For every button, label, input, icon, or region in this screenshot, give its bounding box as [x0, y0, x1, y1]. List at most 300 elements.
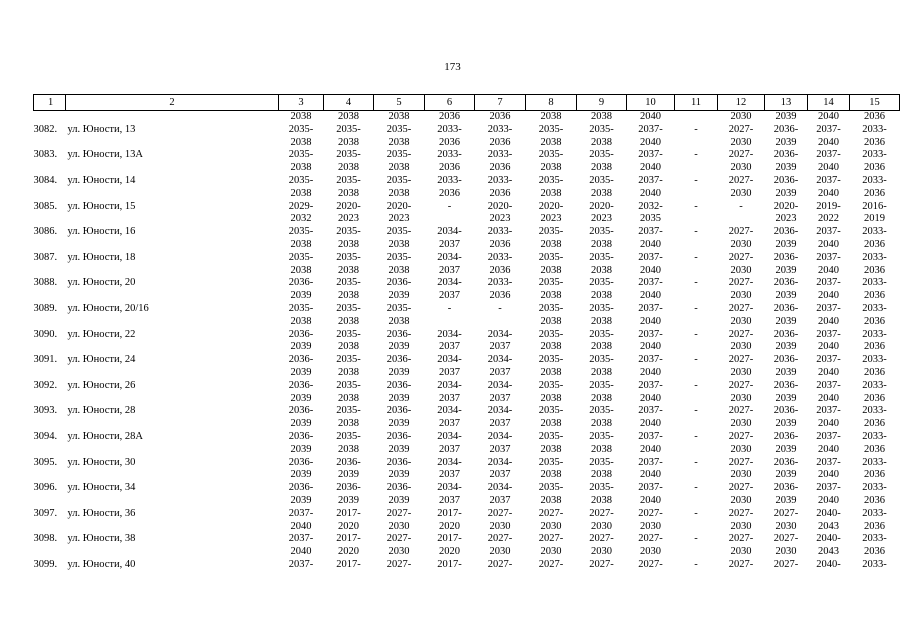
table-cell: 2033- — [862, 405, 887, 417]
table-cell: 2035- — [386, 251, 412, 263]
table-cell: 2036 — [864, 290, 885, 302]
table-cell: 2027- — [487, 507, 513, 519]
table-cell: 2040 — [818, 111, 839, 122]
table-cell: 2038 — [338, 418, 359, 430]
table-cell: 3096. — [33, 482, 58, 494]
table-cell: 2038 — [338, 341, 359, 353]
table-cell: 2035- — [288, 226, 314, 238]
table-row-continuation — [34, 188, 900, 201]
table-cell: 2037- — [816, 149, 841, 161]
table-cell: 3092. — [33, 379, 58, 391]
table-cell: 3090. — [33, 328, 58, 340]
table-cell — [675, 418, 718, 431]
table-cell: 2039 — [388, 366, 410, 378]
table-cell: 2036- — [386, 328, 412, 340]
table-cell — [675, 444, 718, 457]
table-cell: 2035- — [336, 226, 361, 238]
table-cell: 2019- — [816, 200, 841, 212]
table-cell: 2035- — [589, 174, 614, 186]
table-cell: 2039 — [290, 392, 312, 404]
page-number: 173 — [444, 61, 461, 73]
table-cell: 2037- — [638, 379, 663, 391]
table-cell: 2020- — [589, 200, 614, 212]
table-cell: 2033- — [437, 174, 462, 186]
table-cell — [34, 444, 66, 457]
table-cell: 2037- — [816, 226, 841, 238]
table-cell: 2040 — [818, 187, 839, 199]
table-cell: 2039 — [290, 366, 312, 378]
table-cell: 2036- — [773, 405, 799, 417]
table-cell — [66, 418, 279, 431]
table-cell: 2037- — [638, 251, 663, 263]
table-cell: 2036- — [386, 277, 412, 289]
table-cell: 2034- — [437, 226, 462, 238]
table-cell: 2030 — [730, 136, 752, 148]
table-cell — [675, 495, 718, 508]
table-cell: 2036 — [489, 238, 511, 250]
table-row — [34, 354, 900, 367]
table-cell: - — [694, 405, 698, 417]
header-cell: 1 — [34, 95, 66, 111]
table-cell: 2033- — [862, 226, 887, 238]
table-cell: 2035- — [538, 430, 564, 442]
table-cell: 2037 — [439, 469, 460, 481]
table-cell: 2040 — [640, 111, 661, 122]
table-cell — [66, 265, 279, 278]
table-cell: 2036 — [439, 136, 460, 148]
table-cell: 2037- — [816, 174, 841, 186]
table-cell: 2036 — [864, 494, 885, 506]
table-cell: 2037- — [816, 354, 841, 366]
table-cell: 2032- — [638, 200, 663, 212]
table-cell: 2035- — [538, 379, 564, 391]
table-cell: 2035- — [538, 277, 564, 289]
table-cell: 2035- — [288, 149, 314, 161]
table-cell: 2027- — [728, 379, 754, 391]
table-cell: 2035- — [538, 482, 564, 494]
table-cell: 2035- — [336, 379, 361, 391]
table-cell: 2027- — [773, 507, 799, 519]
table-cell: 2039 — [775, 162, 797, 174]
table-cell: 3082. — [33, 123, 58, 135]
table-cell: 2036- — [386, 430, 412, 442]
table-cell: 2033- — [487, 251, 513, 263]
table-cell: 2039 — [290, 469, 312, 481]
table-cell — [66, 341, 279, 354]
table-cell: 3087. — [33, 251, 58, 263]
table-cell: 2040 — [640, 443, 661, 455]
header-cell: 15 — [850, 95, 900, 111]
table-cell: ул. Юности, 28 — [67, 405, 136, 417]
table-cell: 2039 — [775, 469, 797, 481]
table-cell: 2030 — [730, 187, 752, 199]
table-row — [34, 201, 900, 214]
table-row-continuation — [34, 213, 900, 226]
table-cell: 2040 — [818, 238, 839, 250]
table-cell: 2038 — [591, 494, 612, 506]
table-cell: 2039 — [388, 443, 410, 455]
table-cell: 2033- — [862, 251, 887, 263]
table-cell: 2033- — [862, 456, 887, 468]
table-cell: ул. Юности, 20/16 — [67, 302, 149, 314]
table-cell: 2038 — [540, 443, 562, 455]
table-cell: 3093. — [33, 405, 58, 417]
table-cell: ул. Юности, 24 — [67, 354, 136, 366]
table-cell: 2038 — [540, 290, 562, 302]
table-cell: 2037 — [489, 469, 511, 481]
table-cell: 2034- — [437, 482, 462, 494]
table-cell: 2038 — [388, 187, 410, 199]
header-cell: 2 — [66, 95, 279, 111]
table-row-continuation — [34, 239, 900, 252]
table-cell: 2037- — [638, 149, 663, 161]
table-cell: 2027- — [728, 507, 754, 519]
table-cell: 2039 — [290, 341, 312, 353]
table-cell: 2023 — [591, 213, 612, 225]
table-row — [34, 226, 900, 239]
table-cell: 2040 — [818, 341, 839, 353]
table-cell — [66, 469, 279, 482]
table-cell: 2036- — [336, 482, 361, 494]
table-cell: 2037 — [439, 392, 460, 404]
table-cell: 2023 — [775, 213, 797, 225]
table-cell: 2037- — [816, 405, 841, 417]
table-cell: 2035- — [336, 302, 361, 314]
table-cell — [34, 162, 66, 175]
table-cell: 2037- — [638, 277, 663, 289]
table-cell: 2034- — [487, 379, 513, 391]
table-cell — [675, 290, 718, 303]
table-cell: 2037- — [638, 430, 663, 442]
table-cell: 2036 — [439, 187, 460, 199]
table-cell: - — [694, 482, 698, 494]
table-cell: 2036 — [864, 187, 885, 199]
table-row-continuation — [34, 393, 900, 406]
table-cell: - — [694, 200, 698, 212]
table-cell: 2033- — [862, 430, 887, 442]
table-cell: 2039 — [388, 494, 410, 506]
table-cell: 2040- — [816, 533, 841, 545]
table-cell: 2039 — [388, 418, 410, 430]
table-cell: 2038 — [591, 162, 612, 174]
table-cell — [675, 265, 718, 278]
table-cell: 2038 — [540, 238, 562, 250]
table-cell: 2040 — [818, 418, 839, 430]
table-row — [34, 124, 900, 137]
table-cell: 2027- — [728, 277, 754, 289]
table-cell: 2036 — [864, 162, 885, 174]
table-cell: 2039 — [338, 469, 359, 481]
table-cell — [66, 495, 279, 508]
table-cell: 2036 — [864, 443, 885, 455]
table-cell: 2038 — [388, 264, 410, 276]
table-cell: 2036 — [489, 111, 511, 122]
table-cell: 2037 — [439, 290, 460, 302]
table-cell: 2033- — [487, 123, 513, 135]
table-cell: 2040 — [640, 238, 661, 250]
table-cell — [675, 162, 718, 175]
table-cell: 2037- — [816, 379, 841, 391]
table-cell: 2038 — [290, 162, 312, 174]
table-cell — [34, 418, 66, 431]
table-cell: 2038 — [290, 264, 312, 276]
table-cell: 2039 — [775, 111, 797, 122]
table-cell: 2033- — [862, 482, 887, 494]
table-cell: - — [694, 302, 698, 314]
table-cell: 2020 — [439, 546, 460, 558]
table-cell — [425, 213, 475, 226]
table-cell: 2037- — [816, 456, 841, 468]
table-cell: ул. Юности, 14 — [67, 174, 136, 186]
table-cell: 2037- — [638, 123, 663, 135]
schedule-table — [33, 94, 900, 572]
table-row — [34, 508, 900, 521]
table-cell: 2037- — [816, 430, 841, 442]
table-cell: ул. Юности, 15 — [67, 200, 136, 212]
table-cell — [66, 367, 279, 380]
table-cell: 2038 — [388, 136, 410, 148]
table-cell: 2036- — [386, 456, 412, 468]
table-cell: 2038 — [540, 392, 562, 404]
table-cell: 2030 — [730, 111, 752, 122]
table-cell: 2036- — [773, 277, 799, 289]
table-cell: 2036- — [336, 456, 361, 468]
table-cell: 2040 — [818, 136, 839, 148]
table-cell: 2017- — [336, 507, 361, 519]
table-cell: - — [694, 456, 698, 468]
table-cell: 2038 — [540, 264, 562, 276]
table-cell — [34, 367, 66, 380]
table-cell: 3086. — [33, 226, 58, 238]
table-cell: 2039 — [775, 264, 797, 276]
table-cell — [675, 469, 718, 482]
table-cell — [675, 546, 718, 559]
header-cell: 12 — [718, 95, 765, 111]
table-cell: 2035- — [288, 123, 314, 135]
table-cell: 2038 — [540, 187, 562, 199]
table-cell: 2037- — [816, 123, 841, 135]
table-cell: 2030 — [730, 546, 752, 558]
table-cell: 2027- — [728, 558, 754, 570]
table-cell: 2038 — [591, 418, 612, 430]
table-cell: 3098. — [33, 533, 58, 545]
table-cell: 2033- — [862, 507, 887, 519]
table-cell: 2027- — [728, 482, 754, 494]
table-cell — [34, 521, 66, 534]
table-cell: 2034- — [437, 251, 462, 263]
table-cell: 2038 — [338, 315, 359, 327]
table-cell: 2036 — [864, 238, 885, 250]
table-cell: 2039 — [290, 290, 312, 302]
table-cell: 2017- — [336, 558, 361, 570]
table-cell: 2038 — [540, 111, 562, 122]
table-cell: 2034- — [437, 328, 462, 340]
table-cell: 2035- — [538, 226, 564, 238]
table-cell: 2017- — [336, 533, 361, 545]
table-cell: 2040 — [290, 546, 312, 558]
table-cell: 2038 — [338, 111, 359, 122]
table-cell: 2027- — [589, 533, 614, 545]
table-cell: 2038 — [388, 111, 410, 122]
table-cell: 2033- — [487, 174, 513, 186]
table-cell: 2036 — [864, 392, 885, 404]
table-cell: 2038 — [591, 443, 612, 455]
table-cell: 3099. — [33, 558, 58, 570]
table-cell: 2038 — [338, 136, 359, 148]
table-cell: 2040 — [818, 264, 839, 276]
table-cell: 2039 — [775, 418, 797, 430]
table-cell: 3094. — [33, 430, 58, 442]
table-cell: 2039 — [775, 238, 797, 250]
table-cell: 3083. — [33, 149, 58, 161]
table-cell: 2029- — [288, 200, 314, 212]
table-cell: 2035- — [336, 123, 361, 135]
table-cell: 2040 — [640, 136, 661, 148]
table-cell — [34, 546, 66, 559]
table-cell: 2027- — [773, 558, 799, 570]
table-cell: 2027- — [728, 533, 754, 545]
table-row-continuation — [34, 367, 900, 380]
table-cell: 2035- — [336, 328, 361, 340]
header-cell: 8 — [526, 95, 577, 111]
table-cell: 2037 — [439, 341, 460, 353]
table-cell: 2038 — [388, 315, 410, 327]
table-cell: 2037 — [439, 418, 460, 430]
table-cell: 2030 — [591, 520, 612, 532]
table-cell — [66, 111, 279, 124]
table-cell: 2036 — [489, 162, 511, 174]
table-cell: 2016- — [862, 200, 887, 212]
table-row — [34, 149, 900, 162]
table-cell: 2038 — [540, 418, 562, 430]
header-cell: 5 — [374, 95, 425, 111]
table-row — [34, 405, 900, 418]
table-cell: 2036- — [773, 226, 799, 238]
table-cell: 2035 — [640, 213, 661, 225]
table-cell: 2035- — [589, 149, 614, 161]
table-cell: 2035- — [538, 328, 564, 340]
table-cell: 2017- — [437, 507, 462, 519]
table-cell: 2036- — [288, 456, 314, 468]
table-cell: 2038 — [338, 187, 359, 199]
header-cell: 6 — [425, 95, 475, 111]
table-cell: - — [694, 507, 698, 519]
table-cell — [34, 495, 66, 508]
table-cell — [34, 111, 66, 124]
table-cell: 2040 — [290, 520, 312, 532]
table-row-continuation — [34, 341, 900, 354]
table-cell: 2035- — [589, 328, 614, 340]
table-cell — [66, 188, 279, 201]
table-cell: 2038 — [290, 111, 312, 122]
table-cell: 2020 — [439, 520, 460, 532]
table-cell: 2027- — [728, 302, 754, 314]
table-cell: 2030 — [540, 520, 562, 532]
table-cell: 2036- — [773, 482, 799, 494]
table-cell: 2033- — [862, 558, 887, 570]
table-cell: 2036 — [864, 546, 885, 558]
table-row-continuation — [34, 265, 900, 278]
table-cell: 2035- — [538, 354, 564, 366]
table-cell: 2039 — [290, 494, 312, 506]
table-cell — [675, 341, 718, 354]
table-cell: 2033- — [487, 277, 513, 289]
table-cell: 2036- — [773, 251, 799, 263]
table-cell: 2035- — [336, 430, 361, 442]
header-cell: 11 — [675, 95, 718, 111]
table-row-continuation — [34, 162, 900, 175]
table-cell: 2037 — [489, 366, 511, 378]
table-body — [34, 111, 900, 572]
table-cell: 2038 — [591, 136, 612, 148]
table-cell — [34, 188, 66, 201]
table-cell: 2040 — [818, 392, 839, 404]
table-cell: 2036 — [864, 418, 885, 430]
table-row — [34, 457, 900, 470]
table-cell: 2034- — [487, 328, 513, 340]
table-row — [34, 559, 900, 572]
table-cell: 2038 — [591, 264, 612, 276]
table-cell — [66, 137, 279, 150]
table-cell: 3095. — [33, 456, 58, 468]
table-cell: 2040 — [818, 162, 839, 174]
header-cell: 4 — [324, 95, 374, 111]
table-cell: 2033- — [862, 123, 887, 135]
table-cell: 2027- — [728, 174, 754, 186]
table-cell: 2036 — [864, 341, 885, 353]
table-cell: 2027- — [728, 456, 754, 468]
table-cell: 2037 — [439, 264, 460, 276]
table-cell: 2036- — [386, 379, 412, 391]
table-cell: 2033- — [487, 226, 513, 238]
table-cell: - — [694, 174, 698, 186]
table-cell: 2039 — [388, 290, 410, 302]
table-cell: - — [447, 302, 452, 314]
table-cell: 2037- — [816, 277, 841, 289]
table-cell: 2035- — [589, 251, 614, 263]
table-cell: 2035- — [386, 226, 412, 238]
table-cell: 2038 — [338, 366, 359, 378]
table-cell: 2030 — [730, 469, 752, 481]
table-cell: 2039 — [388, 392, 410, 404]
table-cell: 2035- — [538, 149, 564, 161]
table-cell — [34, 341, 66, 354]
table-cell: 2038 — [290, 238, 312, 250]
table-cell: 2035- — [386, 123, 412, 135]
table-cell: 2027- — [728, 123, 754, 135]
table-cell: - — [498, 302, 502, 314]
table-cell: 2027- — [386, 533, 412, 545]
table-row — [34, 482, 900, 495]
table-cell — [66, 444, 279, 457]
table-cell: 2023 — [489, 213, 511, 225]
table-cell: 2034- — [437, 405, 462, 417]
table-cell: ул. Юности, 40 — [67, 558, 136, 570]
table-cell: 2035- — [589, 277, 614, 289]
table-cell: 2023 — [540, 213, 562, 225]
table-cell: ул. Юности, 20 — [67, 277, 136, 289]
table-cell: 2038 — [338, 264, 359, 276]
table-cell: 2037- — [288, 533, 314, 545]
table-cell: 2037- — [638, 405, 663, 417]
table-cell: ул. Юности, 13А — [67, 149, 143, 161]
table-cell: 2037- — [638, 226, 663, 238]
table-cell: 2027- — [386, 558, 412, 570]
table-cell: 2036 — [489, 264, 511, 276]
table-cell: 2036 — [864, 264, 885, 276]
table-cell: 2040- — [816, 507, 841, 519]
table-cell: 2030 — [730, 443, 752, 455]
